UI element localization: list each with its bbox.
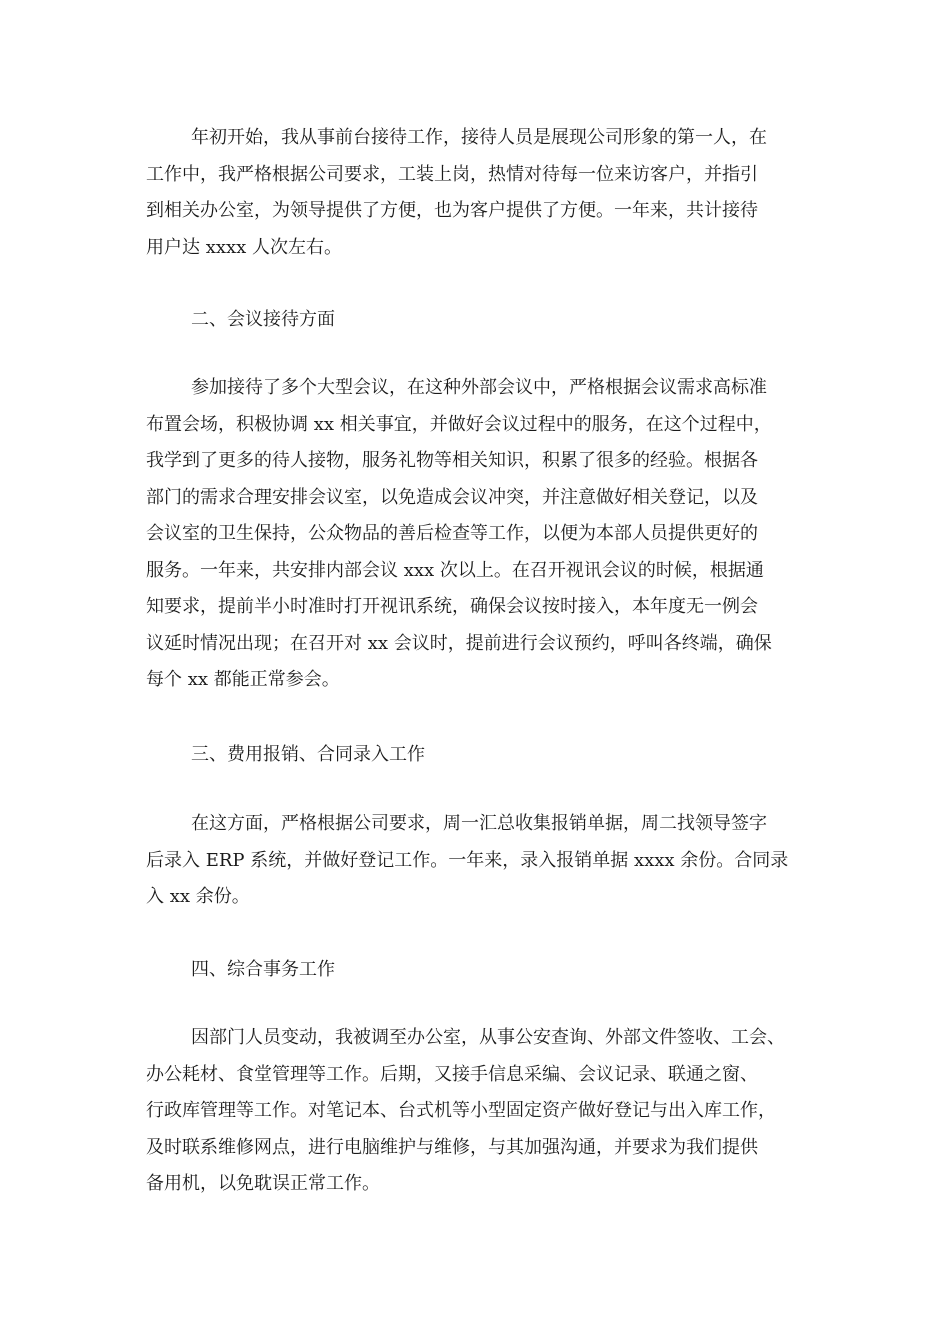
section-heading: 二、会议接待方面 bbox=[191, 309, 335, 330]
text-line: 到相关办公室，为领导提供了方便，也为客户提供了方便。一年来，共计接待 bbox=[146, 200, 758, 221]
text-line: 办公耗材、食堂管理等工作。后期，又接手信息采编、会议记录、联通之窗、 bbox=[146, 1063, 758, 1085]
text-line: 会议室的卫生保持，公众物品的善后检查等工作，以便为本部人员提供更好的 bbox=[146, 523, 758, 544]
text-line: 在这方面，严格根据公司要求，周一汇总收集报销单据，周二找领导签字 bbox=[191, 813, 767, 834]
paragraph-front-desk bbox=[146, 120, 818, 266]
paragraph-expense bbox=[146, 806, 818, 916]
text-line: 工作中，我严格根据公司要求，工装上岗，热情对待每一位来访客户，并指引 bbox=[146, 163, 758, 185]
section-heading: 三、费用报销、合同录入工作 bbox=[191, 744, 425, 765]
text-line: 用户达 xxxx 人次左右。 bbox=[146, 236, 343, 258]
text-line: 布置会场，积极协调 xx 相关事宜，并做好会议过程中的服务，在这个过程中， bbox=[146, 413, 772, 435]
text-line: 部门的需求合理安排会议室，以免造成会议冲突，并注意做好相关登记，以及 bbox=[146, 486, 758, 508]
section-heading: 四、综合事务工作 bbox=[191, 959, 335, 980]
text-line: 知要求，提前半小时准时打开视讯系统，确保会议按时接入，本年度无一例会 bbox=[146, 596, 758, 617]
text-line: 备用机，以免耽误正常工作。 bbox=[146, 1173, 380, 1194]
text-line: 每个 xx 都能正常参会。 bbox=[146, 669, 340, 690]
text-line: 行政库管理等工作。对笔记本、台式机等小型固定资产做好登记与出入库工作， bbox=[146, 1100, 776, 1121]
text-line: 服务。一年来，共安排内部会议 xxx 次以上。在召开视讯会议的时候，根据通 bbox=[146, 559, 764, 581]
text-line: 我学到了更多的待人接物，服务礼物等相关知识，积累了很多的经验。根据各 bbox=[146, 450, 758, 471]
text-line: 议延时情况出现；在召开对 xx 会议时，提前进行会议预约，呼叫各终端，确保 bbox=[146, 632, 772, 654]
section-heading-expense bbox=[146, 737, 818, 774]
text-line: 年初开始，我从事前台接待工作，接待人员是展现公司形象的第一人，在 bbox=[191, 127, 767, 148]
text-line: 后录入 ERP 系统，并做好登记工作。一年来，录入报销单据 xxxx 余份。合同录 bbox=[146, 849, 789, 871]
text-line: 因部门人员变动，我被调至办公室，从事公安查询、外部文件签收、工会、 bbox=[191, 1027, 785, 1048]
text-line: 及时联系维修网点，进行电脑维护与维修，与其加强沟通，并要求为我们提供 bbox=[146, 1136, 758, 1158]
section-heading-meeting bbox=[146, 302, 818, 339]
paragraph-meeting bbox=[146, 370, 818, 699]
text-line: 入 xx 余份。 bbox=[146, 886, 250, 907]
paragraph-general bbox=[146, 1020, 818, 1203]
text-line: 参加接待了多个大型会议，在这种外部会议中，严格根据会议需求高标准 bbox=[191, 377, 767, 398]
section-heading-general bbox=[146, 952, 818, 989]
